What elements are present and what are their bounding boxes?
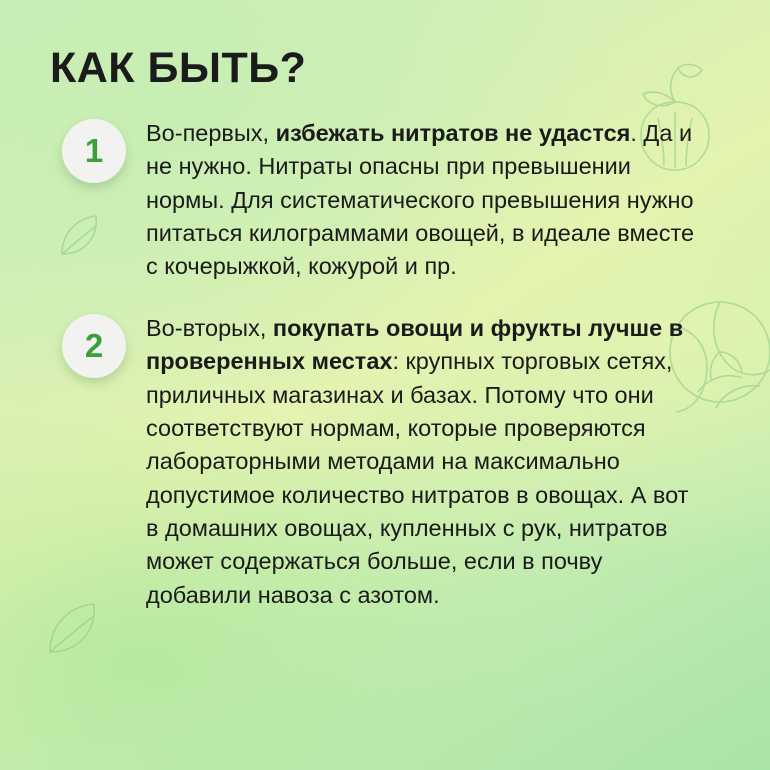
step-text bbox=[146, 115, 728, 284]
step-number-badge: 1 bbox=[62, 119, 126, 183]
badge-container bbox=[42, 310, 146, 378]
step-number-badge: 2 bbox=[62, 314, 126, 378]
badge-container bbox=[42, 115, 146, 183]
step-text-lead: Во-вторых, bbox=[146, 314, 273, 341]
page-title: КАК БЫТЬ? bbox=[50, 44, 307, 92]
list-item bbox=[42, 310, 728, 612]
step-text-emphasis: покупать овощи и фрукты лучше в проверенных местах bbox=[146, 314, 684, 375]
step-text-lead: Во-первых, bbox=[146, 120, 276, 146]
step-text-emphasis: избежать нитратов не удастся bbox=[275, 120, 631, 146]
step-text-rest: : крупных торговых сетях, приличных магазинах и базах. Потому что они соответствуют нормам, которые проверяются лабораторными методами на максимально допустимое количество нитратов в овощах. А вот в домашних овощах, купленных с рук, нитратов может содержаться больше, если в почву добавили навоза с азотом. bbox=[146, 348, 689, 608]
step-text bbox=[146, 310, 728, 612]
list-item bbox=[42, 115, 728, 284]
step-text-rest: . Да и не нужно. Нитраты опасны при превышении нормы. Для систематического превышения нужно питаться килограммами овощей, в идеале вместе с кочерыжкой, кожурой и пр. bbox=[146, 120, 695, 280]
